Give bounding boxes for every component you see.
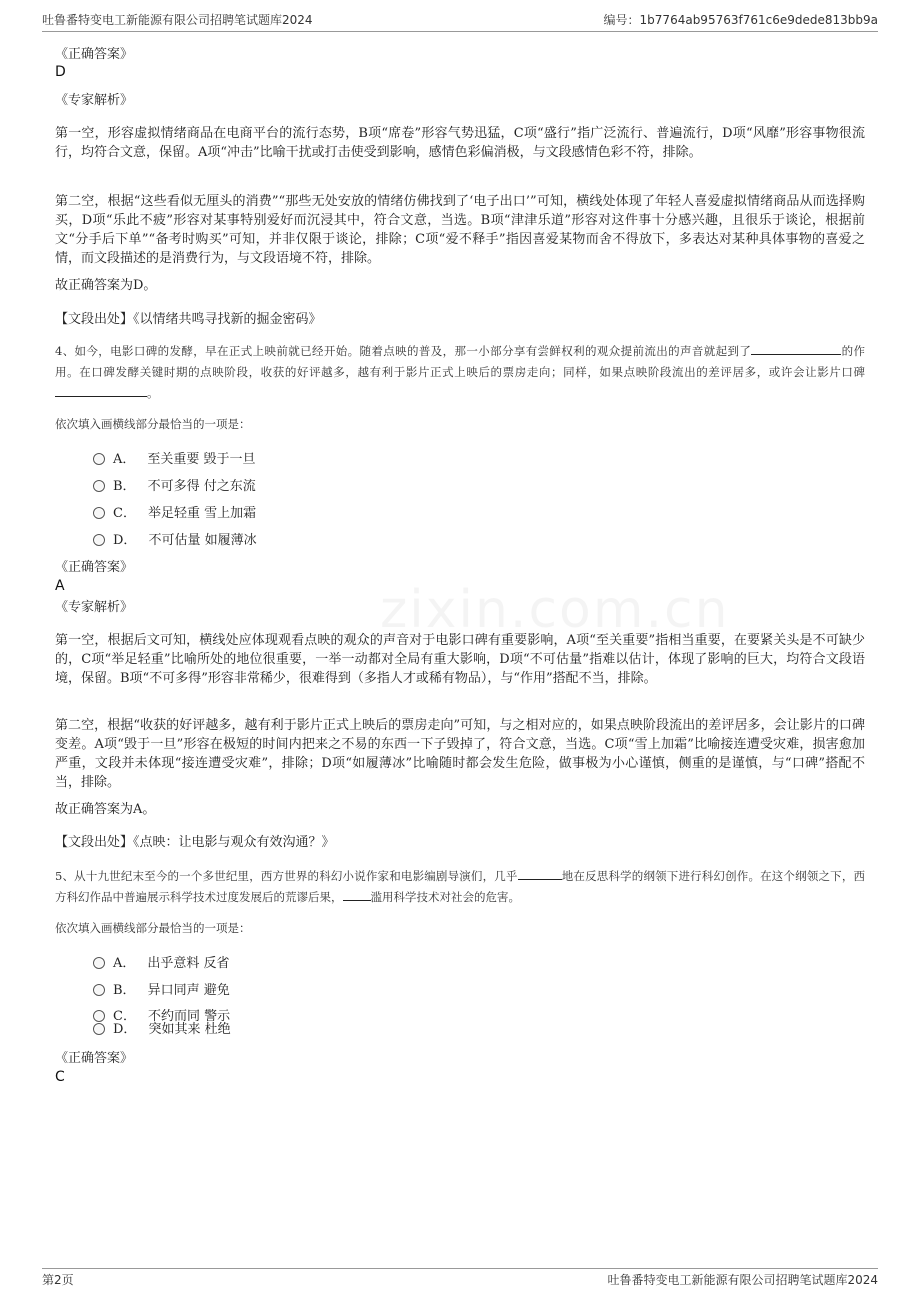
radio-icon[interactable] bbox=[93, 1010, 105, 1022]
radio-icon[interactable] bbox=[93, 453, 105, 465]
option-d[interactable]: D． 突如其来 杜绝 bbox=[93, 1021, 231, 1039]
option-b[interactable]: B． 异口同声 避免 bbox=[93, 982, 230, 1000]
analysis-label: 《专家解析》 bbox=[55, 600, 134, 615]
option-b[interactable]: B． 不可多得 付之东流 bbox=[93, 478, 256, 496]
footer-title: 吐鲁番特变电工新能源有限公司招聘笔试题库2024 bbox=[607, 1273, 878, 1287]
analysis-paragraph: 第一空，形容虚拟情绪商品在电商平台的流行态势，B项“席卷”形容气势迅猛，C项“盛行”指广泛流行、普遍流行，D项“风靡”形容事物很流行，均符合文意，保留。A项“冲击”比喻干扰或打击使受到影响，感情色彩偏消极，与文段感情色彩不符，排除。 bbox=[55, 126, 865, 160]
answer-label: 《正确答案》 bbox=[55, 560, 134, 575]
question-prompt: 依次填入画横线部分最恰当的一项是： bbox=[55, 921, 251, 935]
header-doc-id: 编号：1b7764ab95763f761c6e9dede813bb9a bbox=[603, 13, 878, 27]
option-a[interactable]: A． 至关重要 毁于一旦 bbox=[93, 451, 256, 469]
option-d[interactable]: D． 不可估量 如履薄冰 bbox=[93, 532, 257, 550]
footer-page-number: 第2页 bbox=[42, 1273, 74, 1287]
radio-icon[interactable] bbox=[93, 1023, 105, 1035]
footer-divider bbox=[42, 1268, 878, 1269]
option-c[interactable]: C． 举足轻重 雪上加霜 bbox=[93, 505, 256, 523]
answer-blank bbox=[55, 384, 147, 397]
header-divider bbox=[42, 31, 878, 32]
analysis-paragraph: 第二空，根据“收获的好评越多，越有利于影片正式上映后的票房走向”可知，与之相对应的，如果点映阶段流出的差评居多，会让影片的口碑变差。A项“毁于一旦”形容在极短的时间内把来之不易的东西一下子毁掉了，符合文意，当选。C项“雪上加霜”比喻接连遭受灾难，损害愈加严重，文段并未体现“接连遭受灾难”，排除；D项“如履薄冰”比喻随时都会发生危险，做事极为小心谨慎，侧重的是谨慎，与“口碑”搭配不当，排除。 bbox=[55, 718, 865, 790]
answer-value: C bbox=[55, 1069, 65, 1085]
answer-blank bbox=[518, 867, 562, 880]
conclusion: 故正确答案为A。 bbox=[55, 802, 156, 817]
radio-icon[interactable] bbox=[93, 984, 105, 996]
option-a[interactable]: A． 出乎意料 反省 bbox=[93, 955, 230, 973]
answer-value: A bbox=[55, 578, 65, 594]
answer-blank bbox=[751, 342, 841, 355]
analysis-paragraph: 第二空，根据“这些看似无厘头的消费”“那些无处安放的情绪仿佛找到了‘电子出口’”可知，横线处体现了年轻人喜爱虚拟情绪商品从而选择购买，D项“乐此不疲”形容对某事特别爱好而沉浸其中，符合文意，当选。B项“津津乐道”形容对这件事十分感兴趣，且很乐于谈论，根据前文“分手后下单”“备考时购买”可知，并非仅限于谈论，排除；C项“爱不释手”指因喜爱某物而舍不得放下，多表达对某种具体事物的喜爱之情，而文段描述的是消费行为，与文段语境不符，排除。 bbox=[55, 194, 865, 266]
question-text: 5、从十九世纪末至今的一个多世纪里，西方世界的科幻小说作家和电影编剧导演们，几乎 地在反思科学的纲领下进行科幻创作。在这个纲领之下，西方科幻作品中普遍展示科学技术过度发展后的荒谬后果， 滥用科学技术对社会的危害。 bbox=[55, 869, 865, 904]
answer-label: 《正确答案》 bbox=[55, 47, 134, 62]
radio-icon[interactable] bbox=[93, 480, 105, 492]
conclusion: 故正确答案为D。 bbox=[55, 278, 157, 293]
radio-icon[interactable] bbox=[93, 507, 105, 519]
header-title: 吐鲁番特变电工新能源有限公司招聘笔试题库2024 bbox=[42, 13, 313, 27]
source-citation: 【文段出处】《以情绪共鸣寻找新的掘金密码》 bbox=[55, 312, 322, 327]
question-prompt: 依次填入画横线部分最恰当的一项是： bbox=[55, 417, 251, 431]
question-text: 4、如今，电影口碑的发酵，早在正式上映前就已经开始。随着点映的普及，那一小部分享有尝鲜权利的观众提前流出的声音就起到了 的作用。在口碑发酵关键时期的点映阶段，收获的好评越多，越有利于影片正式上映后的票房走向；同样，如果点映阶段流出的差评居多，或许会让影片口碑。 bbox=[55, 344, 866, 400]
answer-blank bbox=[343, 888, 371, 901]
analysis-paragraph: 第一空，根据后文可知，横线处应体现观看点映的观众的声音对于电影口碑有重要影响，A项“至关重要”指相当重要，在要紧关头是不可缺少的，C项“举足轻重”比喻所处的地位很重要，一举一动都对全局有重大影响，D项“不可估量”指难以估计，体现了影响的巨大，均符合文段语境，保留。B项“不可多得”形容非常稀少，很难得到（多指人才或稀有物品），与“作用”搭配不当，排除。 bbox=[55, 633, 865, 686]
analysis-label: 《专家解析》 bbox=[55, 93, 134, 108]
answer-value: D bbox=[55, 64, 66, 80]
radio-icon[interactable] bbox=[93, 957, 105, 969]
option-c[interactable]: C． 不约而同 警示 bbox=[93, 1008, 230, 1026]
radio-icon[interactable] bbox=[93, 534, 105, 546]
answer-label: 《正确答案》 bbox=[55, 1051, 134, 1066]
source-citation: 【文段出处】《点映：让电影与观众有效沟通？》 bbox=[55, 835, 335, 850]
